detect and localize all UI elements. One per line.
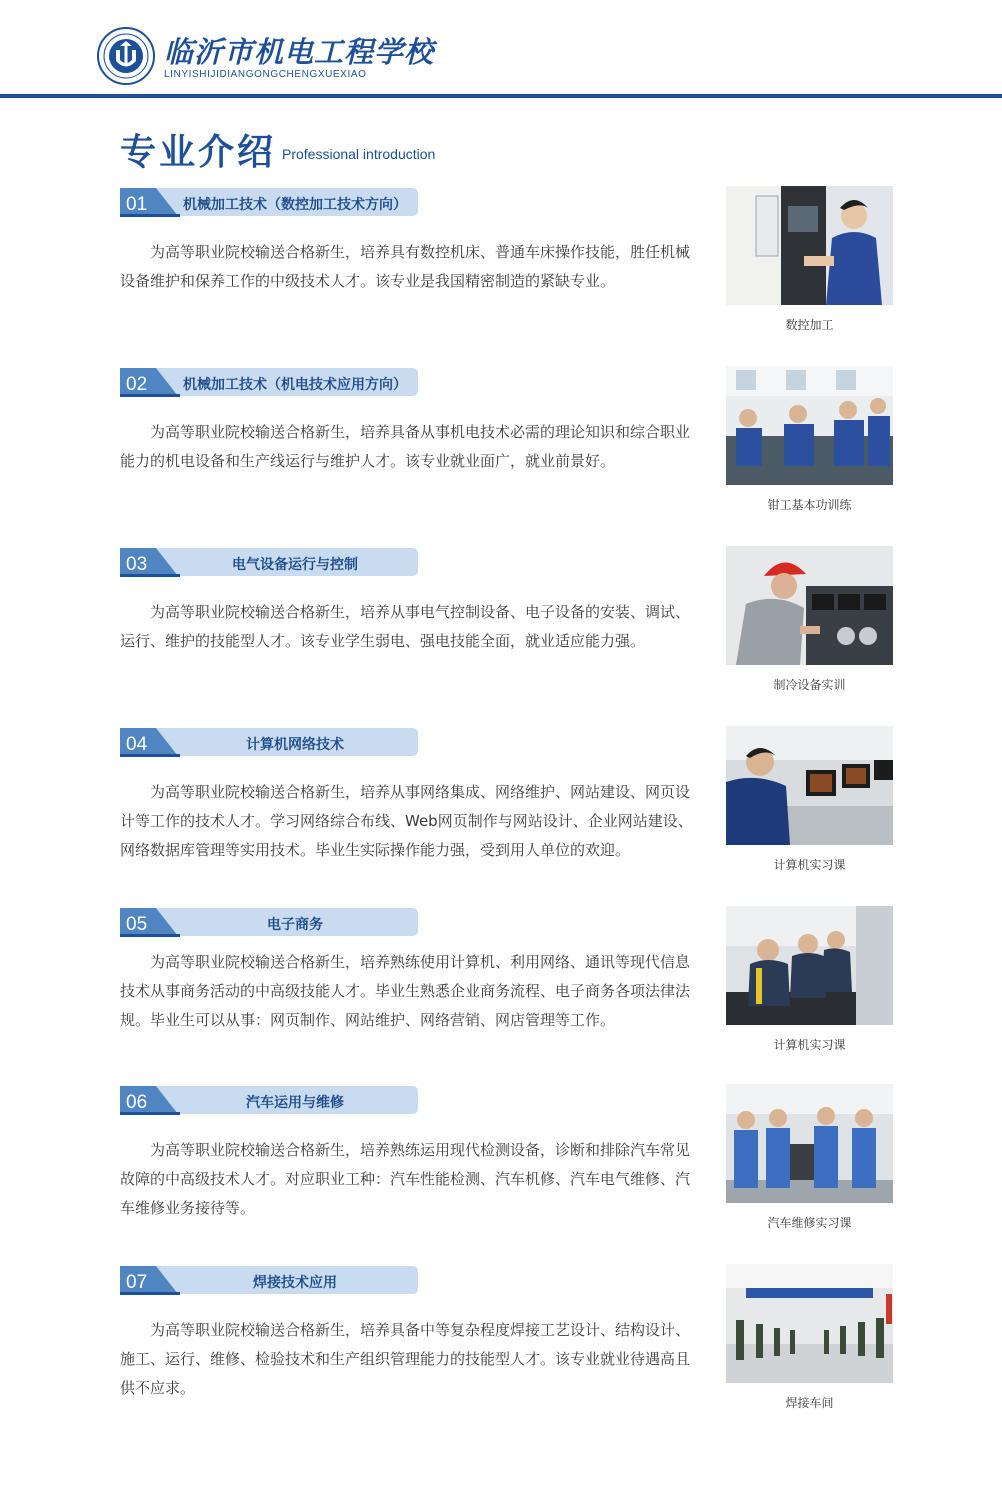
major-title: 电子商务	[267, 917, 323, 933]
major-section	[0, 186, 1002, 356]
header-divider	[0, 94, 1002, 98]
photo-caption: 汽车维修实习课	[767, 1216, 852, 1230]
major-number: 06	[126, 1092, 148, 1113]
major-number: 07	[126, 1272, 148, 1293]
major-description: 为高等职业院校输送合格新生，培养具备从事机电技术必需的理论知识和综合职业能力的机电设备和生产线运行与维护人才。该专业就业面广，就业前景好。	[120, 423, 691, 470]
major-section	[0, 906, 1002, 1076]
major-photo	[726, 186, 893, 305]
welding-workshop-image	[726, 1264, 893, 1383]
major-title: 机械加工技术（机电技术应用方向）	[183, 377, 407, 393]
major-tab	[120, 186, 420, 218]
photo-caption: 计算机实习课	[773, 1038, 846, 1052]
major-photo	[726, 906, 893, 1025]
major-photo	[726, 366, 893, 485]
major-photo	[726, 1084, 893, 1203]
major-title: 汽车运用与维修	[246, 1095, 344, 1111]
computer-lab-image	[726, 726, 893, 845]
major-description: 为高等职业院校输送合格新生，培养从事网络集成、网络维护、网站建设、网页设计等工作的技术人才。学习网络综合布线、Web网页制作与网站设计、企业网站建设、网络数据库管理等实用技术。毕业生实际操作能力强，受到用人单位的欢迎。	[120, 783, 693, 859]
photo-caption: 制冷设备实训	[773, 678, 846, 692]
school-name-en: LINYISHIJIDIANGONGCHENGXUEXIAO	[164, 69, 367, 80]
page-title: 专业介绍	[120, 131, 277, 173]
auto-repair-image	[726, 1084, 893, 1203]
major-tab	[120, 366, 420, 398]
major-section	[0, 726, 1002, 896]
major-photo	[726, 1264, 893, 1383]
major-section	[0, 1084, 1002, 1254]
major-number: 03	[126, 554, 148, 575]
bench-work-image	[726, 366, 893, 485]
major-section	[0, 546, 1002, 716]
page-header	[0, 0, 1002, 100]
major-tab	[120, 546, 420, 578]
major-section	[0, 366, 1002, 536]
major-photo	[726, 546, 893, 665]
photo-caption: 钳工基本功训练	[767, 498, 852, 512]
major-number: 02	[126, 374, 148, 395]
major-number: 01	[126, 194, 148, 215]
major-title: 焊接技术应用	[253, 1275, 337, 1291]
cnc-machining-image	[726, 186, 893, 305]
ecommerce-lab-image	[726, 906, 893, 1025]
major-description: 为高等职业院校输送合格新生，培养熟练运用现代检测设备，诊断和排除汽车常见故障的中高级技术人才。对应职业工种：汽车性能检测、汽车机修、汽车电气维修、汽车维修业务接待等。	[120, 1141, 691, 1217]
major-title: 机械加工技术（数控加工技术方向）	[183, 197, 407, 213]
photo-caption: 数控加工	[785, 318, 834, 332]
major-section	[0, 1264, 1002, 1434]
photo-caption: 计算机实习课	[773, 858, 846, 872]
school-logo-icon	[96, 26, 156, 86]
major-description: 为高等职业院校输送合格新生，培养从事电气控制设备、电子设备的安装、调试、运行、维护的技能型人才。该专业学生弱电、强电技能全面，就业适应能力强。	[120, 603, 691, 650]
major-description: 为高等职业院校输送合格新生，培养具备中等复杂程度焊接工艺设计、结构设计、施工、运行、维修、检验技术和生产组织管理能力的技能型人才。该专业就业待遇高且供不应求。	[120, 1321, 691, 1397]
major-description: 为高等职业院校输送合格新生，培养具有数控机床、普通车床操作技能，胜任机械设备维护和保养工作的中级技术人才。该专业是我国精密制造的紧缺专业。	[120, 243, 691, 290]
major-tab	[120, 906, 420, 938]
major-tab	[120, 1084, 420, 1116]
major-tab	[120, 726, 420, 758]
major-number: 04	[126, 734, 148, 755]
major-title: 计算机网络技术	[246, 737, 344, 753]
school-name-cn: 临沂市机电工程学校	[164, 35, 435, 69]
major-title: 电气设备运行与控制	[232, 557, 358, 573]
major-description: 为高等职业院校输送合格新生，培养熟练使用计算机、利用网络、通讯等现代信息技术从事商务活动的中高级技能人才。毕业生熟悉企业商务流程、电子商务各项法律法规。毕业生可以从事：网页制作、网站维护、网络营销、网店管理等工作。	[120, 953, 691, 1029]
major-tab	[120, 1264, 420, 1296]
major-number: 05	[126, 914, 148, 935]
refrigeration-training-image	[726, 546, 893, 665]
photo-caption: 焊接车间	[785, 1396, 834, 1410]
major-photo	[726, 726, 893, 845]
page-subtitle: Professional introduction	[282, 146, 436, 162]
